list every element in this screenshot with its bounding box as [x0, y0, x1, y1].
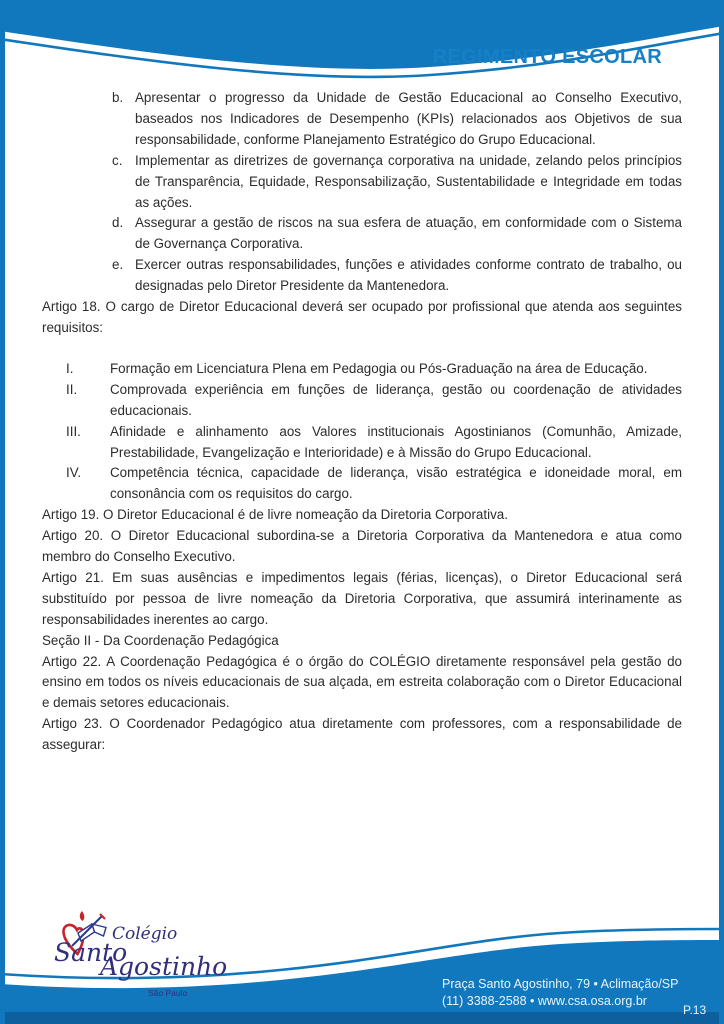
list-item-d [112, 213, 682, 255]
list-item-text: Comprovada experiência em funções de liderança, gestão ou coordenação de atividades educacionais. [110, 381, 682, 418]
list-marker: IV. [66, 465, 82, 481]
list-item-e [112, 255, 682, 297]
section-heading-secao-2: Seção II - Da Coordenação Pedagógica [42, 632, 279, 648]
list-item-text: Formação em Licenciatura Plena em Pedagogia ou Pós-Graduação na área de Educação. [110, 360, 648, 376]
roman-list [42, 359, 682, 505]
paragraph-artigo-22: Artigo 22. A Coordenação Pedagógica é o órgão do COLÉGIO diretamente responsável pela gestão do ensino em todos os níveis educacionais de sua alçada, em estreita colaboração com o Diretor Educacional e demais setores educacionais. [42, 653, 682, 711]
list-item-b [112, 88, 682, 151]
logo-text-sao-paulo: São Paulo [148, 988, 188, 998]
list-item-ii [66, 380, 682, 422]
list-marker: c. [112, 152, 123, 168]
list-item-text: Exercer outras responsabilidades, funções e atividades conforme contrato de trabalho, ou designadas pelo Diretor Presidente da Mantenedora. [135, 257, 682, 294]
list-item-text: Apresentar o progresso da Unidade de Gestão Educacional ao Conselho Executivo, baseados nos Indicadores de Desempenho (KPIs) relacionados aos Objetivos de sua responsabilidade, conforme Planejamento Estratégico do Grupo Educacional. [135, 90, 682, 147]
page-title: REGIMENTO ESCOLAR [432, 46, 662, 68]
footer-address [442, 976, 678, 1010]
logo-text-colegio: Colégio [112, 924, 178, 944]
list-marker: I. [66, 360, 74, 376]
paragraph-artigo-23: Artigo 23. O Coordenador Pedagógico atua diretamente com professores, com a responsabilidade de assegurar: [42, 716, 682, 753]
paragraph-artigo-18: Artigo 18. O cargo de Diretor Educacional deverá ser ocupado por profissional que atenda aos seguintes requisitos: [42, 299, 682, 335]
list-item-text: Competência técnica, capacidade de liderança, visão estratégica e idoneidade moral, em consonância com os requisitos do cargo. [110, 465, 682, 502]
book-right-page [92, 924, 106, 936]
left-border-strip [0, 0, 5, 1024]
footer-address-line2: (11) 3388-2588 • www.csa.osa.org.br [442, 994, 647, 1008]
list-item-text: Assegurar a gestão de riscos na sua esfera de atuação, em conformidade com o Sistema de Governança Corporativa. [135, 215, 682, 252]
right-border-strip [719, 0, 724, 1024]
list-item-c [112, 151, 682, 214]
list-item-text: Afinidade e alinhamento aos Valores institucionais Agostinianos (Comunhão, Amizade, Prestabilidade, Evangelização e Interioridade) e à Missão do Grupo Educacional. [110, 423, 682, 460]
paragraph-artigo-21: Artigo 21. Em suas ausências e impedimentos legais (férias, licenças), o Diretor Educacional será substituído por pessoa de livre nomeação da Diretoria Corporativa, que assumirá interinamente as responsabilidades inerentes ao cargo. [42, 569, 682, 627]
list-item-iv [66, 463, 682, 505]
list-marker: e. [112, 257, 124, 273]
paragraph-artigo-20: Artigo 20. O Diretor Educacional subordina-se a Diretoria Corporativa da Mantenedora e atua como membro do Conselho Executivo. [42, 528, 682, 565]
footer-address-line1: Praça Santo Agostinho, 79 • Aclimação/SP [442, 977, 679, 991]
school-logo [48, 908, 228, 1003]
list-marker: d. [112, 215, 124, 231]
paragraph-artigo-19: Artigo 19. O Diretor Educacional é de livre nomeação da Diretoria Corporativa. [42, 507, 508, 523]
list-item-iii [66, 422, 682, 464]
document-body [42, 88, 682, 756]
logo-text-agostinho: Agostinho [100, 952, 228, 981]
flame-icon [80, 911, 85, 921]
list-item-i [66, 359, 682, 380]
list-item-text: Implementar as diretrizes de governança corporativa na unidade, zelando pelos princípios de Transparência, Equidade, Responsabilização, Sustentabilidade e Integridade em todas as ações. [135, 152, 682, 210]
page-number: P.13 [683, 1003, 707, 1017]
list-marker: III. [66, 423, 81, 439]
list-marker: b. [112, 90, 124, 105]
list-marker: II. [66, 381, 78, 397]
logo-text-santo: Santo [54, 938, 128, 967]
